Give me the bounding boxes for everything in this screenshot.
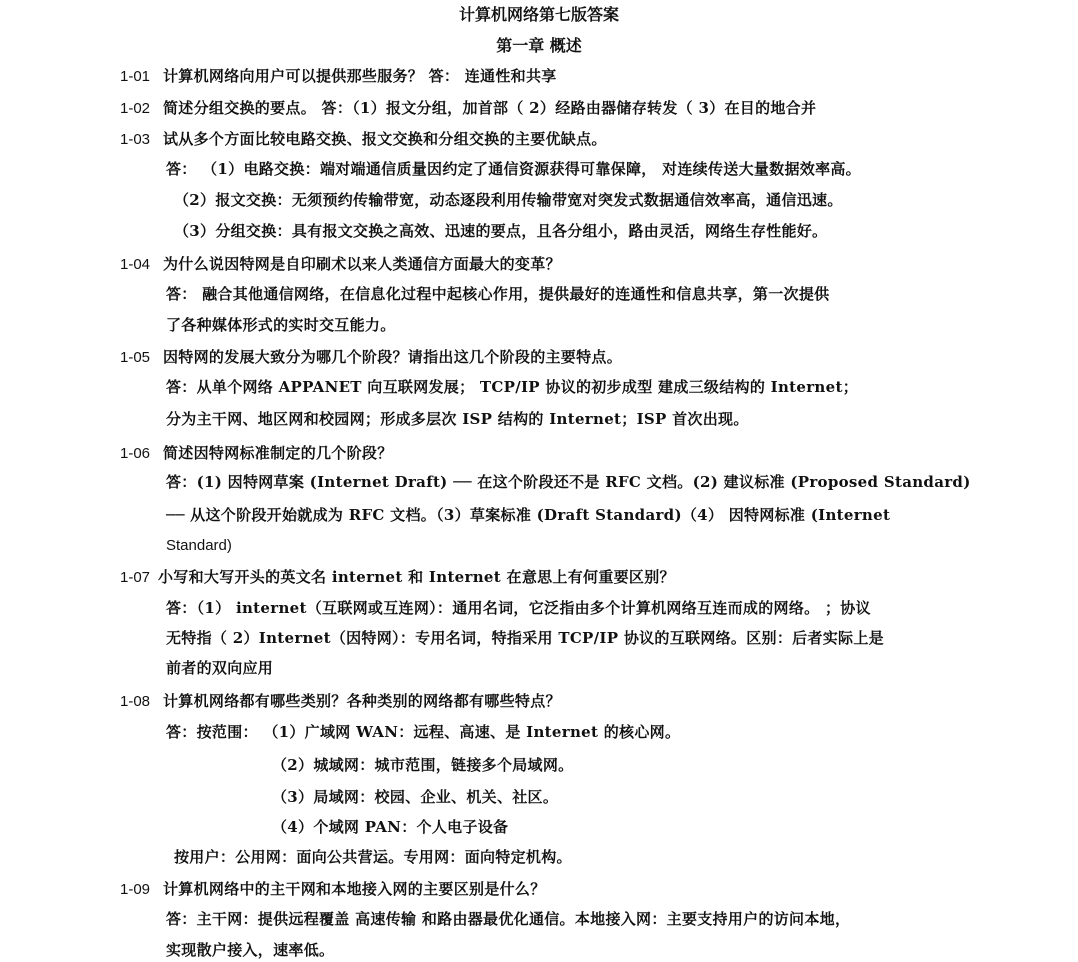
chapter-heading: 第一章 概述: [496, 36, 582, 55]
document-title: 计算机网络第七版答案: [458, 5, 619, 24]
answer-line: （2）报文交换：无须预约传输带宽，动态逐段利用传输带宽对突发式数据通信效率高，通信迅速。: [174, 191, 843, 209]
answer-line: ── 从这个阶段开始就成为 RFC 文档。（3）草案标准 (Draft Standard)（4） 因特网标准 (Internet: [166, 506, 891, 524]
question-text: 为什么说因特网是自印刷术以来人类通信方面最大的变革？: [163, 255, 561, 273]
question-1-02: [120, 97, 816, 120]
answer-line: （3）局域网：校园、企业、机关、社区。: [272, 788, 559, 806]
answer-line: 了各种媒体形式的实时交互能力。: [166, 316, 396, 334]
question-number: 1-05: [120, 349, 151, 366]
answer-line: （2）城域网：城市范围，链接多个局域网。: [272, 756, 574, 774]
answer-line: Standard): [166, 537, 232, 554]
answer-line: 答：按范围： （1）广域网 WAN：远程、高速、是 Internet 的核心网。: [166, 723, 681, 741]
answer-line: 按用户：公用网：面向公共营运。专用网：面向特定机构。: [174, 848, 572, 866]
answer-line: 实现散户接入，速率低。: [166, 941, 335, 959]
question-text: 计算机网络中的主干网和本地接入网的主要区别是什么？: [163, 880, 546, 898]
question-number: 1-06: [120, 445, 151, 462]
question-number: 1-01: [120, 68, 151, 85]
question-number: 1-02: [120, 100, 151, 117]
answer-line: 答： 融合其他通信网络，在信息化过程中起核心作用，提供最好的连通性和信息共享，第一次提供: [166, 285, 830, 303]
question-text: 简述分组交换的要点。 答：（1）报文分组，加首部（ 2）经路由器储存转发（ 3）在目的地合并: [163, 99, 817, 117]
answer-line: 前者的双向应用: [166, 659, 274, 677]
answer-line: 答： （1）电路交换：端对端通信质量因约定了通信资源获得可靠保障， 对连续传送大量数据效率高。: [166, 160, 861, 178]
question-number: 1-09: [120, 881, 151, 898]
question-number: 1-07: [120, 569, 151, 586]
question-1-05: [120, 346, 622, 369]
answer-line: 无特指（ 2）Internet（因特网）：专用名词，特指采用 TCP/IP 协议的互联网络。区别：后者实际上是: [166, 629, 884, 647]
question-text: 简述因特网标准制定的几个阶段？: [163, 444, 393, 462]
answer-line: 答：主干网：提供远程覆盖 高速传输 和路由器最优化通信。本地接入网：主要支持用户的访问本地，: [166, 910, 851, 928]
question-text: 计算机网络向用户可以提供那些服务？ 答： 连通性和共享: [163, 67, 557, 85]
question-number: 1-08: [120, 693, 151, 710]
question-1-08: [120, 690, 561, 713]
question-number: 1-04: [120, 256, 151, 273]
answer-line: 答：从单个网络 APPANET 向互联网发展； TCP/IP 协议的初步成型 建成三级结构的 Internet；: [166, 378, 859, 396]
question-1-07: [120, 566, 675, 589]
question-text: 计算机网络都有哪些类别？各种类别的网络都有哪些特点？: [163, 692, 561, 710]
answer-line: （3）分组交换：具有报文交换之高效、迅速的要点，且各分组小，路由灵活，网络生存性能好。: [174, 222, 828, 240]
question-1-06: [120, 442, 393, 465]
question-number: 1-03: [120, 131, 151, 148]
question-text: 小写和大写开头的英文名 internet 和 Internet 在意思上有何重要区别？: [158, 568, 675, 586]
answer-line: 答：(1) 因特网草案 (Internet Draft) ── 在这个阶段还不是 RFC 文档。(2) 建议标准 (Proposed Standard): [166, 473, 971, 491]
question-1-09: [120, 878, 546, 901]
answer-line: （4）个域网 PAN：个人电子设备: [272, 818, 509, 836]
answer-line: 答：（1） internet（互联网或互连网）：通用名词，它泛指由多个计算机网络互连而成的网络。 ；协议: [166, 599, 871, 617]
question-1-01: [120, 65, 557, 88]
answer-line: 分为主干网、地区网和校园网；形成多层次 ISP 结构的 Internet；ISP 首次出现。: [166, 410, 749, 428]
question-text: 因特网的发展大致分为哪几个阶段？请指出这几个阶段的主要特点。: [163, 348, 623, 366]
question-1-03: [120, 128, 607, 151]
question-text: 试从多个方面比较电路交换、报文交换和分组交换的主要优缺点。: [163, 130, 607, 148]
question-1-04: [120, 253, 561, 276]
